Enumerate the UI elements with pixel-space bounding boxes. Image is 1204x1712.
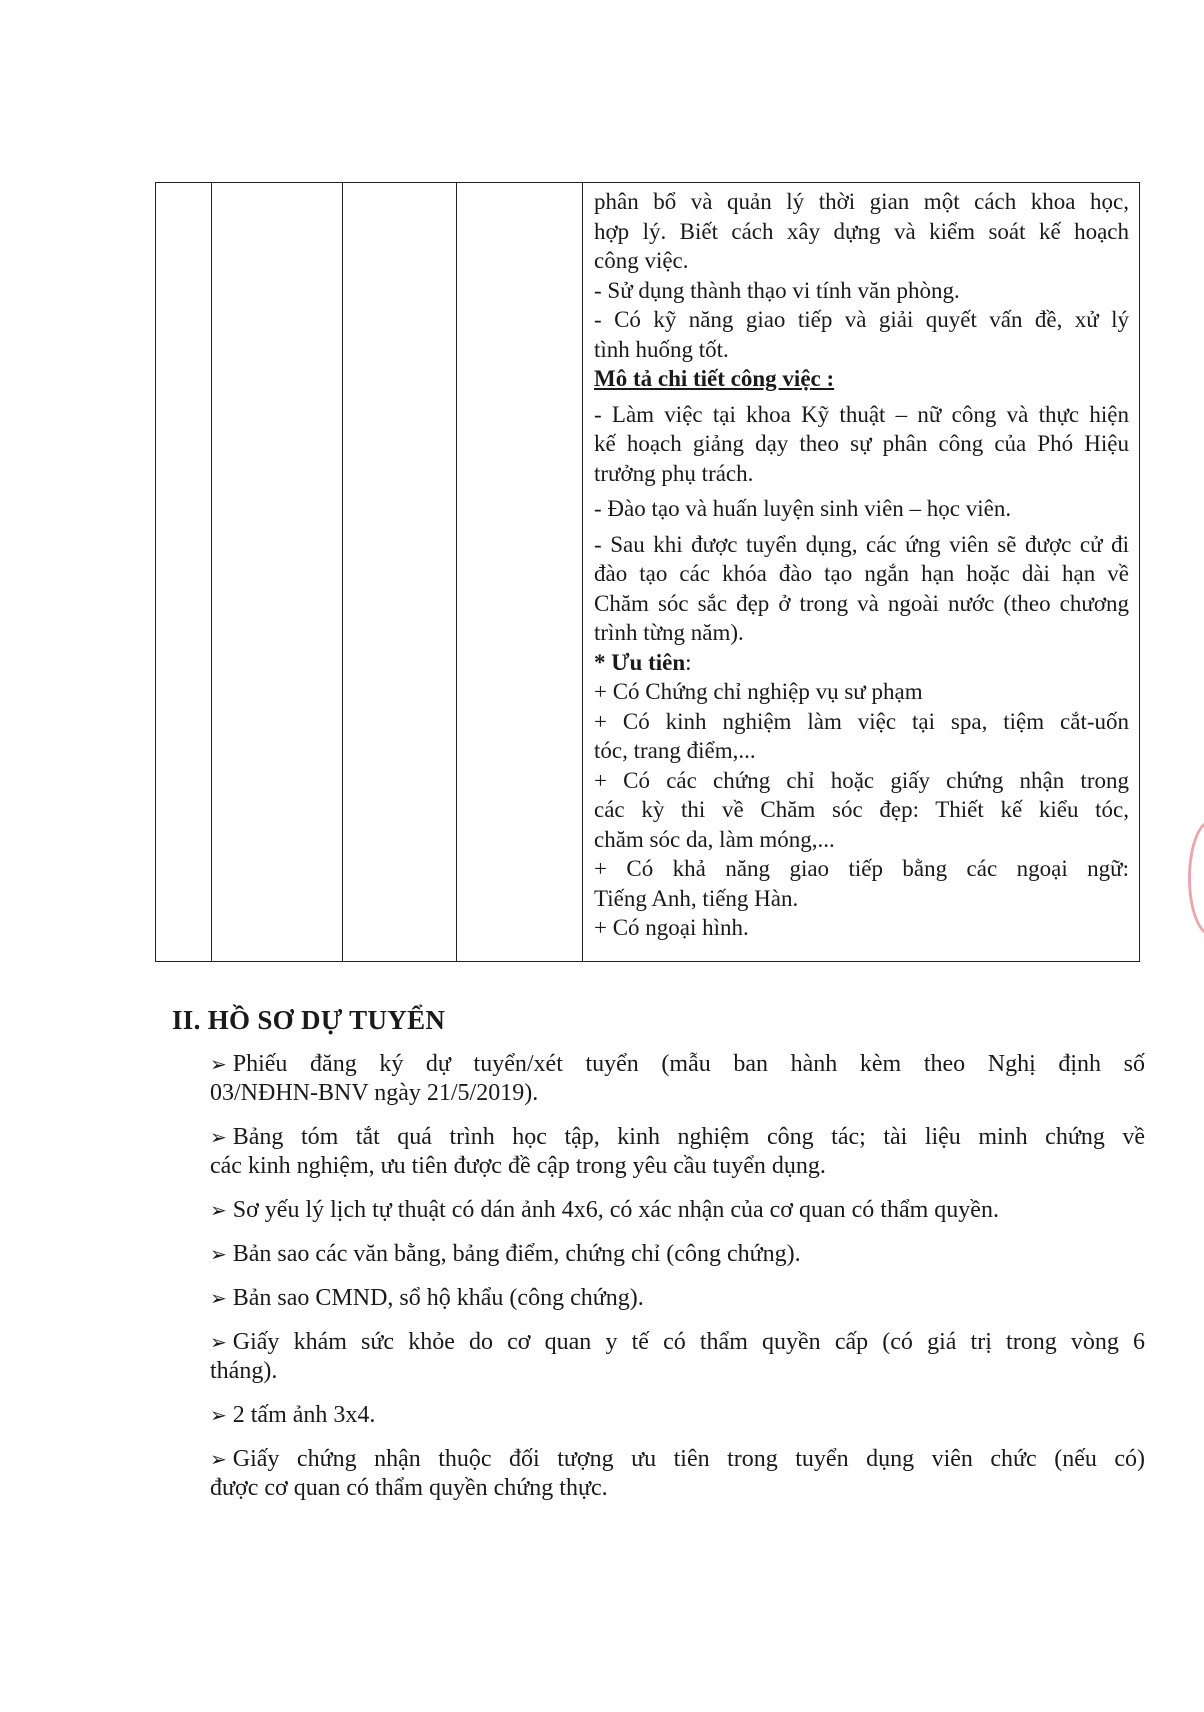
description-line: - Đào tạo và huấn luyện sinh viên – học viên. xyxy=(594,496,1012,521)
list-item-text: Sơ yếu lý lịch tự thuật có dán ảnh 4x6, có xác nhận của cơ quan có thẩm quyền. xyxy=(232,1197,999,1223)
list-item-continuation: được cơ quan có thẩm quyền chứng thực. xyxy=(210,1475,608,1501)
arrow-bullet-icon: ➢ xyxy=(210,1330,227,1354)
list-item-text xyxy=(210,1445,1145,1474)
priority-title xyxy=(594,648,1129,678)
description-line: trưởng phụ trách. xyxy=(594,460,754,486)
requirements-table xyxy=(155,182,1140,962)
list-item-continuation: 03/NĐHN-BNV ngày 21/5/2019). xyxy=(210,1080,539,1106)
list-item xyxy=(210,1328,1145,1386)
priority-colon: : xyxy=(685,649,692,675)
list-item-text: Bản sao các văn bằng, bảng điểm, chứng chỉ (công chứng). xyxy=(232,1241,801,1267)
list-item-text: Bản sao CMND, sổ hộ khẩu (công chứng). xyxy=(232,1285,644,1311)
list-item xyxy=(210,1401,1145,1430)
description-line: tóc, trang điểm,... xyxy=(594,738,756,763)
description-line: Chăm sóc sắc đẹp ở trong và ngoài nước (theo chương xyxy=(594,590,1129,616)
description-line: chăm sóc da, làm móng,... xyxy=(594,826,835,852)
description-line: - Có kỹ năng giao tiếp và giải quyết vấn đề, xử lý xyxy=(594,307,1129,332)
list-item-continuation: tháng). xyxy=(210,1358,278,1384)
application-documents-list xyxy=(210,1050,1145,1518)
description-line: hợp lý. Biết cách xây dựng và kiểm soát kế hoạch xyxy=(594,218,1129,244)
list-item xyxy=(210,1123,1145,1181)
arrow-bullet-icon: ➢ xyxy=(210,1198,227,1222)
section-title: Mô tả chi tiết công việc : xyxy=(594,366,835,391)
arrow-bullet-icon: ➢ xyxy=(210,1125,227,1149)
description-line: + Có khả năng giao tiếp bằng các ngoại ngữ: xyxy=(594,856,1129,881)
list-item-text xyxy=(210,1328,1145,1357)
list-item-first-line: Giấy khám sức khỏe do cơ quan y tế có thẩm quyền cấp (có giá trị trong vòng 6 xyxy=(232,1329,1145,1355)
description-line: + Có Chứng chỉ nghiệp vụ sư phạm xyxy=(594,679,923,704)
description-line: kế hoạch giảng dạy theo sự phân công của Phó Hiệu xyxy=(594,431,1129,456)
list-item-first-line: Bảng tóm tắt quá trình học tập, kinh nghiệm công tác; tài liệu minh chứng về xyxy=(232,1124,1145,1150)
description-line: tình huống tốt. xyxy=(594,336,729,362)
description-line: các kỳ thi về Chăm sóc đẹp: Thiết kế kiểu tóc, xyxy=(594,797,1129,822)
priority-label: * Ưu tiên xyxy=(594,649,686,675)
description-line: trình từng năm). xyxy=(594,620,744,645)
table-column-divider xyxy=(456,183,457,961)
description-line: - Làm việc tại khoa Kỹ thuật – nữ công và thực hiện xyxy=(594,401,1129,427)
description-line: - Sử dụng thành thạo vi tính văn phòng. xyxy=(594,277,960,303)
stamp-fragment xyxy=(1188,820,1204,936)
list-item-first-line: Phiếu đăng ký dự tuyển/xét tuyển (mẫu ban hành kèm theo Nghị định số xyxy=(232,1051,1145,1077)
list-item xyxy=(210,1445,1145,1503)
job-description-cell xyxy=(594,183,1129,961)
table-column-divider xyxy=(342,183,343,961)
arrow-bullet-icon: ➢ xyxy=(210,1447,227,1471)
arrow-bullet-icon: ➢ xyxy=(210,1403,227,1427)
list-item-text xyxy=(210,1123,1145,1152)
description-line: đào tạo các khóa đào tạo ngắn hạn hoặc dài hạn về xyxy=(594,561,1129,586)
arrow-bullet-icon: ➢ xyxy=(210,1286,227,1310)
description-line: công việc. xyxy=(594,248,689,273)
list-item xyxy=(210,1196,1145,1225)
description-line: - Sau khi được tuyển dụng, các ứng viên sẽ được cử đi xyxy=(594,531,1129,557)
description-line: Tiếng Anh, tiếng Hàn. xyxy=(594,885,799,911)
table-column-divider xyxy=(211,183,212,961)
table-column-divider xyxy=(582,183,583,961)
list-item xyxy=(210,1240,1145,1269)
list-item-text xyxy=(210,1050,1145,1079)
list-item xyxy=(210,1050,1145,1108)
list-item-continuation: các kinh nghiệm, ưu tiên được đề cập trong yêu cầu tuyển dụng. xyxy=(210,1153,826,1179)
description-line: + Có ngoại hình. xyxy=(594,915,749,940)
section-heading: II. HỒ SƠ DỰ TUYỂN xyxy=(172,1005,446,1035)
list-item-text: 2 tấm ảnh 3x4. xyxy=(232,1402,376,1428)
list-item-first-line: Giấy chứng nhận thuộc đối tượng ưu tiên trong tuyển dụng viên chức (nếu có) xyxy=(232,1446,1145,1472)
list-item xyxy=(210,1284,1145,1313)
description-line: + Có kinh nghiệm làm việc tại spa, tiệm cắt-uốn xyxy=(594,708,1129,734)
description-line: + Có các chứng chỉ hoặc giấy chứng nhận trong xyxy=(594,767,1129,793)
arrow-bullet-icon: ➢ xyxy=(210,1242,227,1266)
description-line: phân bổ và quản lý thời gian một cách khoa học, xyxy=(594,189,1129,214)
arrow-bullet-icon: ➢ xyxy=(210,1052,227,1076)
